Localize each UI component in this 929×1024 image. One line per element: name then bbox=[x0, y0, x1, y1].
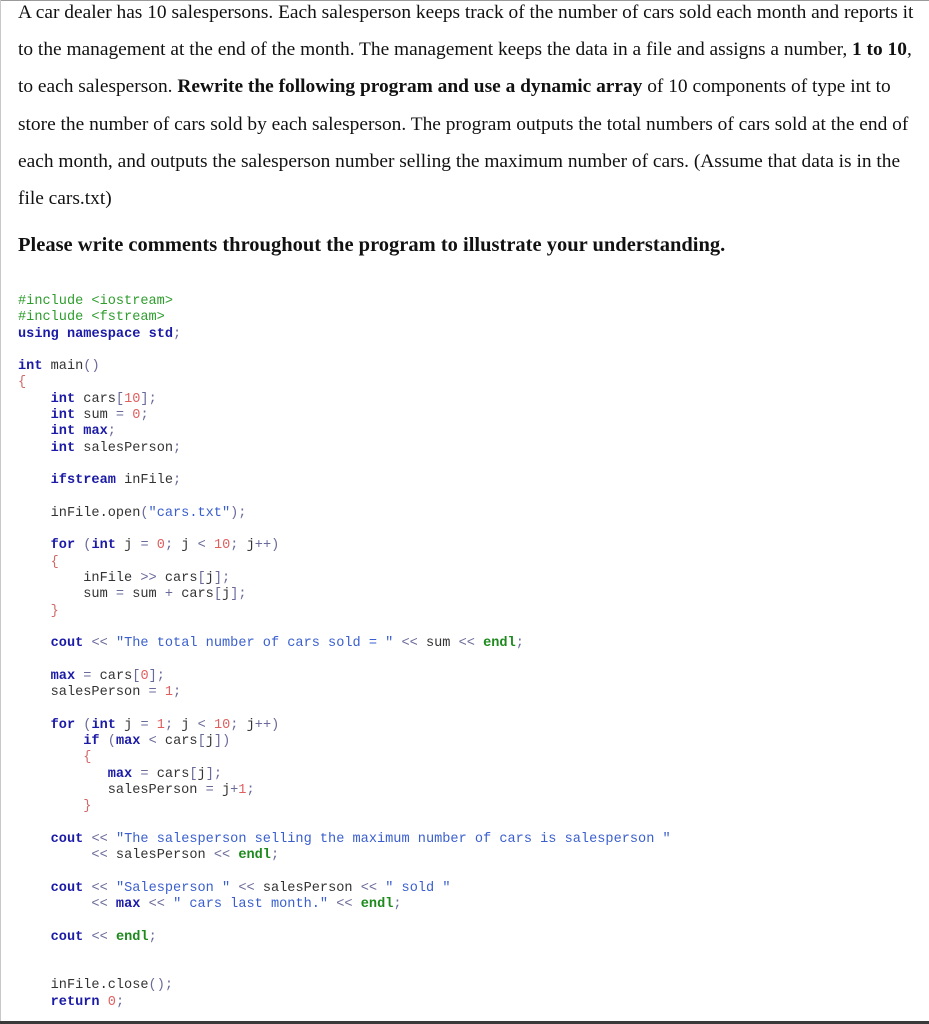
code-line bbox=[18, 962, 671, 978]
code-line: { bbox=[83, 750, 92, 766]
code-line: } bbox=[83, 799, 92, 815]
code-line: max = cars[0]; bbox=[50, 668, 165, 684]
code-line bbox=[18, 490, 671, 506]
code-line: << max << " cars last month." << endl; bbox=[91, 896, 402, 912]
code-line: for (int j = 0; j < 10; j++) bbox=[50, 538, 280, 554]
question-text bbox=[18, 0, 918, 217]
question-sentence-3: of 10 components of type int to store the number of cars sold by each salesperson. The program outputs the total numbers of cars sold at the end of each month, and outputs the salesperson number selling the maximum number of cars. (Assume that data is in the file cars.txt) bbox=[18, 76, 909, 210]
code-line bbox=[18, 522, 671, 538]
code-line: << salesPerson << endl; bbox=[91, 848, 280, 864]
code-line bbox=[18, 653, 671, 669]
code-line: int cars[10]; bbox=[50, 391, 157, 407]
code-line: using namespace std; bbox=[18, 326, 182, 342]
question-bold-range: 1 to 10 bbox=[852, 39, 907, 61]
code-line bbox=[18, 457, 671, 473]
code-line: if (max < cars[j]) bbox=[83, 734, 231, 750]
code-line: inFile.open("cars.txt"); bbox=[18, 505, 247, 521]
code-line: int main() bbox=[18, 359, 100, 375]
instruction-text: Please write comments throughout the program to illustrate your understanding. bbox=[18, 234, 726, 256]
code-line: inFile >> cars[j]; bbox=[18, 571, 231, 587]
code-line: salesPerson = j+1; bbox=[18, 782, 255, 798]
code-line bbox=[18, 620, 671, 636]
code-line bbox=[18, 913, 671, 929]
code-line: for (int j = 1; j < 10; j++) bbox=[50, 717, 280, 733]
code-line: cout << "The total number of cars sold = " << sum << endl; bbox=[50, 636, 524, 652]
code-line: { bbox=[18, 375, 27, 391]
code-line: cout << "The salesperson selling the maximum number of cars is salesperson " bbox=[50, 831, 671, 847]
code-block bbox=[18, 294, 671, 1011]
code-line: int sum = 0; bbox=[50, 408, 149, 424]
code-line bbox=[18, 701, 671, 717]
code-line bbox=[18, 816, 671, 832]
code-line: ifstream inFile; bbox=[50, 473, 182, 489]
question-bold-instruction: Rewrite the following program and use a dynamic array bbox=[177, 76, 643, 98]
question-sentence-2: , to each salesperson. bbox=[18, 39, 912, 98]
code-line bbox=[18, 864, 671, 880]
question-paragraph bbox=[18, 0, 918, 217]
left-border bbox=[0, 0, 1, 1024]
code-line: #include <fstream> bbox=[18, 310, 165, 326]
code-line bbox=[18, 946, 671, 962]
code-line: int max; bbox=[50, 424, 116, 440]
question-sentence-1: A car dealer has 10 salespersons. Each salesperson keeps track of the number of cars sold each month and reports it to the management at the end of the month. The management keeps the data in a file and assigns a number, bbox=[18, 2, 914, 61]
code-line: max = cars[j]; bbox=[107, 766, 223, 782]
code-line: cout << "Salesperson " << salesPerson << " sold " bbox=[50, 880, 451, 896]
code-line: sum = sum + cars[j]; bbox=[18, 587, 247, 603]
code-line: cout << endl; bbox=[50, 929, 157, 945]
code-line: salesPerson = 1; bbox=[18, 685, 182, 701]
code-line: return 0; bbox=[50, 994, 125, 1010]
code-line: { bbox=[50, 554, 59, 570]
code-line bbox=[18, 343, 671, 359]
code-line: inFile.close(); bbox=[18, 978, 174, 994]
code-line: } bbox=[50, 603, 59, 619]
code-line: int salesPerson; bbox=[50, 440, 182, 456]
code-line: #include <iostream> bbox=[18, 294, 173, 309]
